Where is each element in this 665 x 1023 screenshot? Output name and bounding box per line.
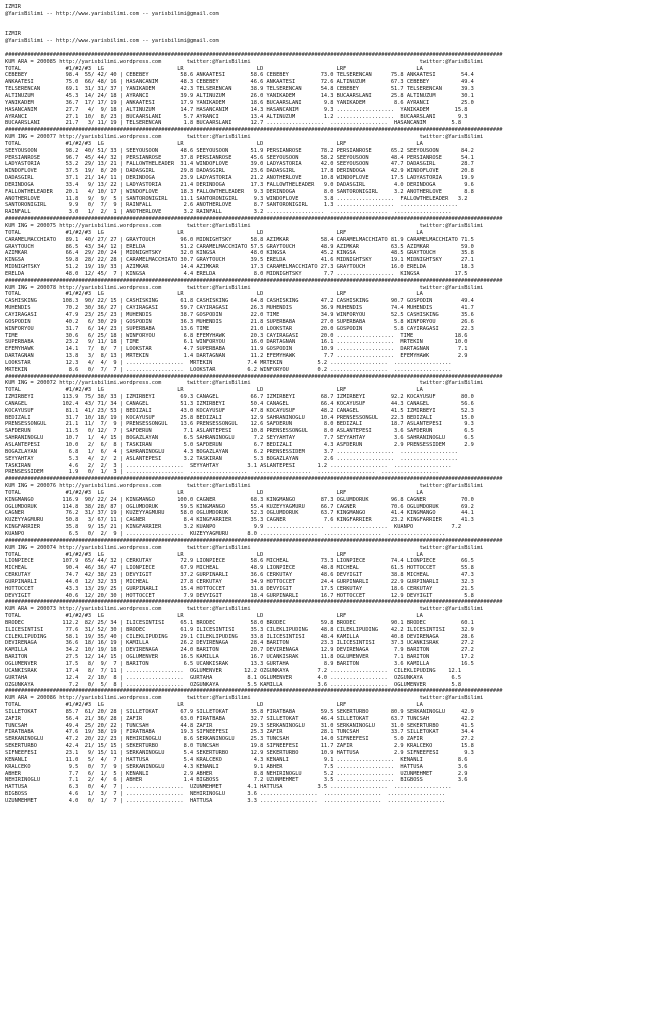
horse-row: BIGBOSS 4.6 1/ 3/ 7 | .................. NEHIRINOGLU 3.6 .................. .................. ..................: [5, 791, 446, 798]
separator-line: ############################################################################################################################################################: [5, 599, 503, 606]
horse-row: MICHEAL 90.4 46/ 36/ 47 | LIONPIECE 67.9 MICHEAL 48.9 LIONPIECE 48.8 MICHEAL 61.5 HOTTOCCET 55.8: [5, 565, 474, 572]
column-header-line: TOTAL #1/#2/#3 LG LR LD LRF LA: [5, 229, 423, 236]
horse-row: CANAGEL 102.4 43/ 71/ 34 | CANAGEL 51.3 IZMIRBEYI 50.4 CANAGEL 66.4 KOCAYUSUF 44.3 CANAGEL 56.6: [5, 400, 474, 407]
horse-row: AYRANCI 27.1 10/ 8/ 23 | BUCAARSLANI 5.7 AYRANCI 13.4 ALTINUZUM 1.2 .................. BUCAARSLANI 9.3: [5, 113, 468, 120]
separator-line: ############################################################################################################################################################: [5, 127, 503, 134]
horse-row: ANKAATESI 75.0 66/ 48/ 16 | HASANCANIM 48.3 CEBEBEY 46.6 ANKAATESI 72.6 ALTINUZUM 67.3 CEBEBEY 49.4: [5, 79, 474, 86]
horse-row: RAINFALL 3.0 1/ 2/ 1 | ANOTHERLOVE 3.2 RAINFALL 3.2 .................. .................. ..................: [5, 209, 452, 216]
horse-row: ABHER 7.7 6/ 1/ 5 | KENANLI 2.9 ABHER 8.8 NEHIRINOGLU 5.2 .................. UZUNMEHMET 2.9: [5, 770, 468, 777]
column-header-line: TOTAL #1/#2/#3 LG LR LD LRF LA: [5, 489, 423, 496]
horse-row: GOSPODIN 40.2 6/ 30/ 29 | GOSPODIN 36.3 MUHENDIS 21.8 SUPERBABA 27.0 SUPERBABA 5.8 WINFORYOU 26.6: [5, 318, 474, 325]
race-header-line: KUM ARA = 200086 http://yarisbilimi.wordpress.com twitter:@YarisBilimi twitter:@YarisBilimi: [5, 695, 484, 702]
horse-row: ERELDA 48.0 12/ 45/ 7 | KINGSA 4.4 ERELDA 8.0 MIDNIGHTSKY 7.7 .................. KINGSA 17.5: [5, 270, 468, 277]
horse-row: LADYASTORIA 53.2 29/ 13/ 21 | FALLOWTHELEADER 31.4 WINDOFLOVE 39.0 LADYASTORIA 42.0 SEEYOUSOON 47.7 DADASGIRL 28.7: [5, 161, 474, 168]
horse-row: KUANPO 6.5 0/ 2/ 9 | .................. KUZEYYAGMURU 8.0 .................. .................. ..................: [5, 530, 446, 537]
horse-row: FALLOWTHELEADER 20.1 4/ 10/ 17 | WINDOFLOVE 18.3 FALLOWTHELEADER 9.3 DERINDOGA 8.0 SANTORONIGIRL 3.2 ANOTHERLOVE 8.8: [5, 188, 474, 195]
horse-row: KINGMANGO 116.9 90/ 22/ 24 | KINGMANGO 100.0 CAGNER 68.3 KINGMANGO 87.3 OGLUMDORUK 96.8 CAGNER 70.0: [5, 496, 474, 503]
column-header-line: TOTAL #1/#2/#3 LG LR LD LRF LA: [5, 65, 423, 72]
horse-row: SAFDERUN 11.5 0/ 12/ 7 | SAFDERUN 7.1 ASLANTEPESI 10.8 PRENSESSONGUL 8.0 ASLANTEPESI 3.6 SAFDERUN 6.5: [5, 428, 474, 435]
horse-row: NEHIRINOGLU 7.1 2/ 4/ 6 | ABHER 1.4 BIGBOSS 7.2 UZUNMEHMET 3.5 .................. BIGBOSS 3.6: [5, 777, 468, 784]
horse-row: UCANKISRAK 17.4 8/ 7/ 11 | .................. OGLUMENVER 12.2 OZGUNKAYA 7.2 .................. CILEKLIPUDING 12.1: [5, 667, 462, 674]
horse-row: BUCAARSLANI 21.7 3/ 11/ 19 | TELSERENCAN 1.8 BUCAARSLANI 12.7 .................. .................. HASANCANIM 5.8: [5, 120, 462, 127]
blank-line: [5, 45, 665, 52]
race-header-line: KUM ING = 200076 http://yarisbilimi.wordpress.com twitter:@YarisBilimi twitter:@YarisBilimi: [5, 483, 484, 490]
race-header-line: KUM ING = 200075 http://yarisbilimi.wordpress.com twitter:@YarisBilimi twitter:@YarisBilimi: [5, 223, 484, 229]
horse-row: BARITON 27.5 12/ 14/ 15 | OGLUMENVER 16.5 KAMILLA 16.7 UCANKISRAK 11.8 OGLUMENVER 7.1 BARITON 17.2: [5, 654, 474, 661]
race-header-line: KUM ING = 200074 http://yarisbilimi.wordpress.com twitter:@YarisBilimi twitter:@YarisBilimi: [5, 544, 484, 551]
horse-row: KUZEYYAGMURU 50.8 3/ 67/ 11 | CAGNER 8.4 KINGFARRIER 35.3 CAGNER 7.6 KINGFARRIER 23.2 KINGFARRIER 41.3: [5, 517, 474, 524]
blank-line: [5, 25, 665, 32]
horse-row: SEEYOUSOON 98.2 40/ 51/ 33 | SEEYOUSOON 48.6 SEEYOUSOON 51.9 PERSIANROSE 78.2 PERSIANROSE 65.2 SEEYOUSOON 84.2: [5, 147, 474, 154]
column-header-line: TOTAL #1/#2/#3 LG LR LD LRF LA: [5, 387, 423, 394]
horse-row: ILICESINTISI 77.6 31/ 52/ 30 | BRODEC 61.9 ILICESINTISI 35.3 CILEKLIPUDING 48.8 CILEKLIPUDING 42.2 ILICESINTISI 32.9: [5, 626, 474, 633]
horse-row: WINFORYOU 31.7 6/ 14/ 23 | SUPERBABA 13.6 TIME 21.0 LOOKSTAR 20.0 GOSPODIN 5.8 CAYIRAGASI 22.3: [5, 325, 474, 332]
horse-row: GURPINARLI 44.0 12/ 32/ 33 | MICHEAL 27.8 CERKUTAY 34.9 HOTTOCCET 24.4 GURPINARLI 22.9 GURPINARLI 32.3: [5, 578, 474, 585]
horse-row: GRAYTOUCH 86.5 43/ 34/ 12 | ERELDA 51.2 CARAMELMACCHIATO 57.5 GRAYTOUCH 48.9 AZIMKAR 63.5 AZIMKAR 59.0: [5, 243, 474, 250]
horse-row: SEYYAHTAY 5.3 4/ 2/ 2 | ASLANTEPESI 3.2 TASKIRAN 5.3 BOGAZLAYAN 2.6 .................. ..................: [5, 455, 458, 462]
horse-row: BRODEC 112.2 82/ 25/ 34 | ILICESINTISI 65.1 BRODEC 58.0 BRODEC 59.8 BRODEC 90.1 BRODEC 60.1: [5, 619, 474, 626]
horse-row: DEVYIGIT 40.6 12/ 20/ 30 | HOTTOCCET 7.9 DEVYIGIT 18.4 GURPINARLI 16.7 HOTTOCCET 12.9 DEVYIGIT 5.8: [5, 592, 474, 599]
horse-row: BEDIZALI 31.7 10/ 18/ 19 | KOCAYUSUF 25.8 BEDIZALI 12.9 SAHRANINOGLU 10.4 PRENSESSONGUL 22.3 BEDIZALI 15.0: [5, 414, 474, 421]
race-header-line: KUM ING = 200077 http://yarisbilimi.wordpress.com twitter:@YarisBilimi twitter:@YarisBilimi: [5, 134, 484, 141]
horse-row: DEVIRENAGA 36.6 18/ 16/ 19 | KAMILLA 26.2 DEVIRENAGA 28.4 BARITON 23.3 ILICESINTISI 37.3 UCANKISRAK 27.2: [5, 640, 474, 647]
horse-row: WINDOFLOVE 37.5 19/ 8/ 20 | DADASGIRL 29.8 DADASGIRL 23.6 DADASGIRL 17.8 DERINDOGA 42.9 WINDOFLOVE 20.8: [5, 168, 474, 175]
horse-row: DADASGIRL 37.1 21/ 14/ 11 | DERINDOGA 23.9 LADYASTORIA 21.2 ANOTHERLOVE 10.8 WINDOFLOVE 17.5 LADYASTORIA 19.9: [5, 175, 474, 182]
horse-row: ASLANTEPESI 10.0 2/ 6/ 8 | TASKIRAN 5.0 SAFDERUN 6.7 BEDIZALI 4.3 ASFDERUN 2.9 PRENSESSIDEM 2.9: [5, 442, 474, 448]
horse-row: IZMIRBEYI 113.9 75/ 38/ 33 | IZMIRBEYI 69.3 CANAGEL 66.7 IZMIRBEYI 68.7 IZMIRBEYI 92.2 KOCAYUSUF 80.0: [5, 394, 474, 401]
horse-row: CARAMELMACCHIATO 89.1 40/ 27/ 27 | GRAYTOUCH 96.0 MIDNIGHTSKY 58.8 AZIMKAR 58.4 CARAMELMACCHIATO 81.9 CARAMELMACCHIATO 71.5: [5, 236, 474, 243]
horse-row: ANOTHERLOVE 11.8 9/ 9/ 5 | SANTORONIGIRL 11.1 SANTORONIGIRL 9.3 WINDOFLOVE 3.8 .................. FALLOWTHELEADER 3.2: [5, 195, 468, 202]
horse-row: HASANCANIM 27.7 4/ 9/ 18 | ALTINUZUM 14.7 HASANCANIM 14.3 HASANCANIM 9.3 .................. YANIKADEM 15.8: [5, 106, 468, 113]
blank-line: [5, 18, 665, 25]
contact-line: @YarisBilimi -- http://www.yarisbilimi.com -- yarisbilimi@gmail.com: [5, 10, 219, 17]
race-header-line: KUM ARA = 200085 http://yarisbilimi.wordpress.com twitter:@YarisBilimi twitter:@YarisBilimi: [5, 58, 484, 65]
race-header-line: KUM ING = 200072 http://yarisbilimi.wordpress.com twitter:@YarisBilimi twitter:@YarisBilimi: [5, 380, 484, 387]
column-header-line: TOTAL #1/#2/#3 LG LR LD LRF LA: [5, 551, 423, 558]
horse-row: CAYIRAGASI 47.9 23/ 25/ 23 | MUHENDIS 38.7 GOSPODIN 22.0 TIME 34.9 WINFORYOU 52.5 CASHISKING 35.6: [5, 311, 474, 318]
horse-row: UZUNMEHMET 4.0 0/ 1/ 7 | .................. HATTUSA 3.3 .................. .................. ..................: [5, 797, 446, 804]
horse-row: LOOKSTAR 12.3 4/ 4/ 9 | .................. MRTEKIN 7.4 MRTEKIN 5.2 .................. ..................: [5, 359, 452, 366]
horse-row: DARTAGNAN 13.8 3/ 8/ 13 | MRTEKIN 1.4 DARTAGNAN 11.2 EFEMYHAWK 7.7 .................. EFEMYHAWK 2.9: [5, 353, 468, 360]
horse-row: KRALCEKO 9.5 0/ 7/ 9 | SERKANINOGLU 4.3 KENANLI 9.1 ABHER 7.5 .................. HATTUSA 3.6: [5, 763, 468, 770]
horse-row: OZGUNKAYA 7.2 0/ 5/ 8 | .................. OZGUNKAYA 5.5 KAMILLA 3.6 .................. OGLUMENVER 5.8: [5, 681, 462, 688]
horse-row: DERINDOGA 33.4 9/ 13/ 22 | LADYASTORIA 21.4 DERINDOGA 17.3 FALLOWTHELEADER 9.0 DADASGIRL 4.0 DERINDOGA 9.6: [5, 181, 474, 188]
horse-row: HATTUSA 6.3 0/ 4/ 7 | .................. UZUNMEHMET 4.1 HATTUSA 3.5 .................. ..................: [5, 784, 452, 791]
horse-row: SIFNEEFESI 23.1 9/ 15/ 11 | SERKANINOGLU 5.4 SEKERTURBO 12.9 SEKERTURBO 10.9 HATTUSA 2.9 SIFNEEFESI 9.3: [5, 749, 474, 756]
horse-row: MUHENDIS 70.2 30/ 36/ 27 | CAYIRAGASI 59.7 CAYIRAGASI 26.3 MUHENDIS 36.9 MUHENDIS 74.4 MUHENDIS 41.7: [5, 305, 474, 312]
separator-line: ############################################################################################################################################################: [5, 51, 503, 58]
horse-row: PRENSESSONGUL 21.1 11/ 7/ 9 | PRENSESSONGUL 13.6 PRENSESSONGUL 12.6 SAFDERUN 8.0 BEDIZALI 18.7 ASLANTEPESI 9.3: [5, 421, 474, 428]
contact-line: @YarisBilimi -- http://www.yarisbilimi.com -- yarisbilimi@gmail.com: [5, 38, 219, 45]
horse-row: YANIKADEM 36.7 17/ 17/ 19 | ANKAATESI 17.9 YANIKADEM 18.6 BUCAARSLANI 9.8 YANIKADEM 8.6 AYRANCI 25.0: [5, 99, 474, 106]
horse-row: ZAFIR 56.4 21/ 36/ 28 | ZAFIR 63.0 FIRATBABA 32.7 SILLETOKAT 46.4 SILLETOKAT 63.7 TUNCSAH 42.2: [5, 715, 474, 722]
column-header-line: TOTAL #1/#2/#3 LG LR LD LRF LA: [5, 702, 423, 709]
horse-row: BOGAZLAYAN 6.8 1/ 6/ 4 | SAHRANINOGLU 4.3 BOGAZLAYAN 6.2 PRENSESSIDEM 3.7 .................. ..................: [5, 448, 458, 455]
horse-row: OGLUMDORUK 114.8 38/ 28/ 87 | OGLUMDORUK 59.5 KINGMANGO 55.4 KUZEYYAGMURU 66.7 CAGNER 70.6 OGLUMDORUK 69.2: [5, 503, 474, 510]
separator-line: ############################################################################################################################################################: [5, 216, 503, 223]
separator-line: ############################################################################################################################################################: [5, 277, 503, 284]
horse-row: TASKIRAN 4.6 2/ 2/ 3 | .................. SEYYAHTAY 3.1 ASLANTEPESI 1.2 .................. ..................: [5, 462, 452, 469]
city-title: IZMIR: [5, 4, 21, 10]
horse-row: GURTAHA 12.4 2/ 10/ 8 | .................. GURTAHA 8.1 OGLUMENVER 4.0 .................. OZGUNKAYA 6.5: [5, 674, 462, 681]
horse-row: AZIMKAR 66.4 29/ 20/ 24 | MIDNIGHTSKY 32.0 KINGSA 48.0 KINGSA 45.2 KINGSA 48.5 GRAYTOUCH 35.8: [5, 250, 474, 257]
horse-row: OGLUMENVER 17.5 8/ 9/ 7 | BARITON 6.5 UCANKISRAK 13.3 GURTAHA 8.9 BARITON 3.6 KAMILLA 16.5: [5, 661, 474, 667]
horse-row: EFEMYHAWK 14.1 7/ 8/ 7 | LOOKSTAR 4.7 SUPERBABA 11.9 GOSPODIN 10.9 .................. DARTAGNAN 7.1: [5, 346, 468, 353]
horse-row: PRENSESSIDEM 1.9 0/ 1/ 3 | .................. .................. .................. .................. ..................: [5, 469, 439, 476]
horse-row: FIRATBABA 47.6 19/ 38/ 19 | FIRATBABA 19.3 SIFNEEFESI 25.3 ZAFIR 28.1 TUNCSAH 33.7 SILLETOKAT 34.4: [5, 729, 474, 736]
horse-row: PERSIANROSE 96.7 45/ 44/ 32 | PERSIANROSE 37.8 PERSIANROSE 45.6 SEEYOUSOON 58.2 SEEYOUSOON 48.4 PERSIANROSE 54.1: [5, 154, 474, 161]
horse-row: ALTINUZUM 45.3 14/ 24/ 18 | AYRANCI 39.9 ALTINUZUM 26.0 YANIKADEM 14.3 BUCAARSLANI 25.8 ALTINUZUM 30.1: [5, 92, 474, 99]
separator-line: ############################################################################################################################################################: [5, 537, 503, 544]
horse-row: MRTEKIN 8.6 0/ 7/ 7 | .................. LOOKSTAR 6.2 WINFORYOU 0.2 .................. ..................: [5, 366, 452, 373]
race-header-line: KUM ARA = 200073 http://yarisbilimi.wordpress.com twitter:@YarisBilimi twitter:@YarisBilimi: [5, 606, 484, 613]
horse-row: MIDNIGHTSKY 51.2 19/ 19/ 33 | AZIMKAR 14.4 AZIMKAR 17.3 CARAMELMACCHIATO 27.3 GRAYTOUCH 16.0 ERELDA 18.3: [5, 264, 474, 271]
column-header-line: TOTAL #1/#2/#3 LG LR LD LRF LA: [5, 140, 423, 147]
horse-row: CASHISKING 108.3 90/ 22/ 15 | CASHISKING 61.8 CASHISKING 64.8 CASHISKING 47.2 CASHISKING 90.7 GOSPODIN 49.4: [5, 298, 474, 305]
column-header-line: TOTAL #1/#2/#3 LG LR LD LRF LA: [5, 613, 423, 620]
horse-row: KAMILLA 34.2 10/ 19/ 18 | DEVIRENAGA 24.0 BARITON 20.7 DEVIRENAGA 12.9 DEVIRENAGA 7.9 BARITON 27.2: [5, 647, 474, 654]
horse-row: SUPERBABA 23.2 9/ 11/ 18 | TIME 6.1 WINFORYOU 16.0 DARTAGNAN 16.1 .................. MRTEKIN 10.0: [5, 339, 468, 346]
horse-row: SERKANINOGLU 47.2 20/ 22/ 23 | NEHIRINOGLU 8.6 SERKANINOGLU 25.3 TUNCSAH 14.0 SIFNEEFESI 5.0 ZAFIR 27.2: [5, 736, 474, 743]
column-header-line: TOTAL #1/#2/#3 LG LR LD LRF LA: [5, 291, 423, 298]
separator-line: ############################################################################################################################################################: [5, 688, 503, 695]
horse-row: TELSERENCAN 69.1 31/ 31/ 37 | YANIKADEM 42.3 TELSERENCAN 38.9 TELSERENCAN 54.8 CEBEBEY 51.7 TELSERENCAN 39.3: [5, 86, 474, 93]
horse-row: KINGFARRIER 35.8 9/ 15/ 21 | KINGFARRIER 3.2 KUANPO 9.9 .................. .................. KUANPO 7.2: [5, 524, 462, 531]
horse-row: LIONPIECE 107.9 65/ 44/ 32 | CERKUTAY 72.9 LIONPIECE 58.6 MICHEAL 73.3 LIONPIECE 74.4 LIONPIECE 66.5: [5, 558, 474, 565]
race-header-line: KUM ING = 200078 http://yarisbilimi.wordpress.com twitter:@YarisBilimi twitter:@YarisBilimi: [5, 284, 484, 291]
horse-row: SANTORONIGIRL 9.9 0/ 7/ 9 | RAINFALL 2.6 ANOTHERLOVE 8.7 SANTORONIGIRL 1.3 .................. ..................: [5, 202, 458, 209]
horse-row: CERKUTAY 74.7 42/ 38/ 23 | DEVYIGIT 37.2 GURPINARLI 36.6 CERKUTAY 48.6 DEVYIGIT 38.8 MICHEAL 47.3: [5, 572, 474, 579]
horse-row: TUNCSAH 49.4 25/ 20/ 22 | TUNCSAH 44.8 ZAFIR 29.3 SERKANINOGLU 31.0 SERKANINOGLU 31.0 SEKERTURBO 41.5: [5, 722, 474, 729]
separator-line: ############################################################################################################################################################: [5, 373, 503, 380]
horse-row: CAGNER 76.2 31/ 37/ 19 | KUZEYYAGMURU 58.0 OGLUMDORUK 52.3 OGLUMDORUK 63.7 KINGMANGO 41.4 KINGMANGO 44.1: [5, 510, 474, 517]
horse-row: KOCAYUSUF 81.1 41/ 23/ 53 | BEDIZALI 43.0 KOCAYUSUF 47.8 KOCAYUSUF 48.2 CANAGEL 41.5 IZMIRBEYI 52.3: [5, 407, 474, 414]
city-title: IZMIR: [5, 31, 21, 38]
horse-row: SEKERTURBO 42.4 21/ 15/ 15 | SEKERTURBO 8.0 TUNCSAH 19.8 SIFNEEFESI 11.7 ZAFIR 2.9 KRALCEKO 15.8: [5, 743, 474, 750]
separator-line: ############################################################################################################################################################: [5, 476, 503, 483]
horse-row: CEBEBEY 98.4 55/ 42/ 40 | CEBEBEY 58.6 ANKAATESI 58.6 CEBEBEY 73.0 TELSERENCAN 75.8 ANKAATESI 54.4: [5, 72, 474, 79]
horse-row: SILLETOKAT 85.7 61/ 20/ 28 | SILLETOKAT 67.9 SILLETOKAT 35.8 FIRATBABA 59.5 SEKERTURBO 80.9 SERKANINOGLU 42.9: [5, 708, 474, 715]
horse-row: KINGSA 59.8 28/ 22/ 28 | CARAMELMACCHIATO 30.7 GRAYTOUCH 39.5 ERELDA 41.6 MIDNIGHTSKY 19.1 MIDNIGHTSKY 27.1: [5, 257, 474, 264]
horse-row: CILEKLIPUDING 58.1 19/ 35/ 40 | CILEKLIPUDING 29.1 CILEKLIPUDING 33.8 ILICESINTISI 48.4 KAMILLA 40.8 DEVIRENAGA 28.6: [5, 633, 474, 640]
horse-row: TIME 30.6 6/ 25/ 18 | WINFORYOU 6.8 EFEMYHAWK 20.3 CAYIRAGASI 20.0 .................. TIME 18.6: [5, 332, 468, 339]
horse-row: SAHRANINOGLU 10.7 1/ 4/ 15 | BOGAZLAYAN 6.5 SAHRANINOGLU 7.2 SEYYAHTAY 7.7 SEYYAHTAY 3.6 SAHRANINOGLU 6.5: [5, 435, 474, 442]
horse-row: KENANLI 11.0 5/ 4/ 7 | HATTUSA 5.4 KRALCEKO 4.3 KENANLI 9.1 .................. KENANLI 8.6: [5, 756, 468, 763]
horse-row: HOTTOCCET 43.3 13/ 29/ 25 | GURPINARLI 15.4 HOTTOCCET 31.8 DEVYIGIT 17.5 CERKUTAY 18.6 CERKUTAY 21.5: [5, 585, 474, 592]
